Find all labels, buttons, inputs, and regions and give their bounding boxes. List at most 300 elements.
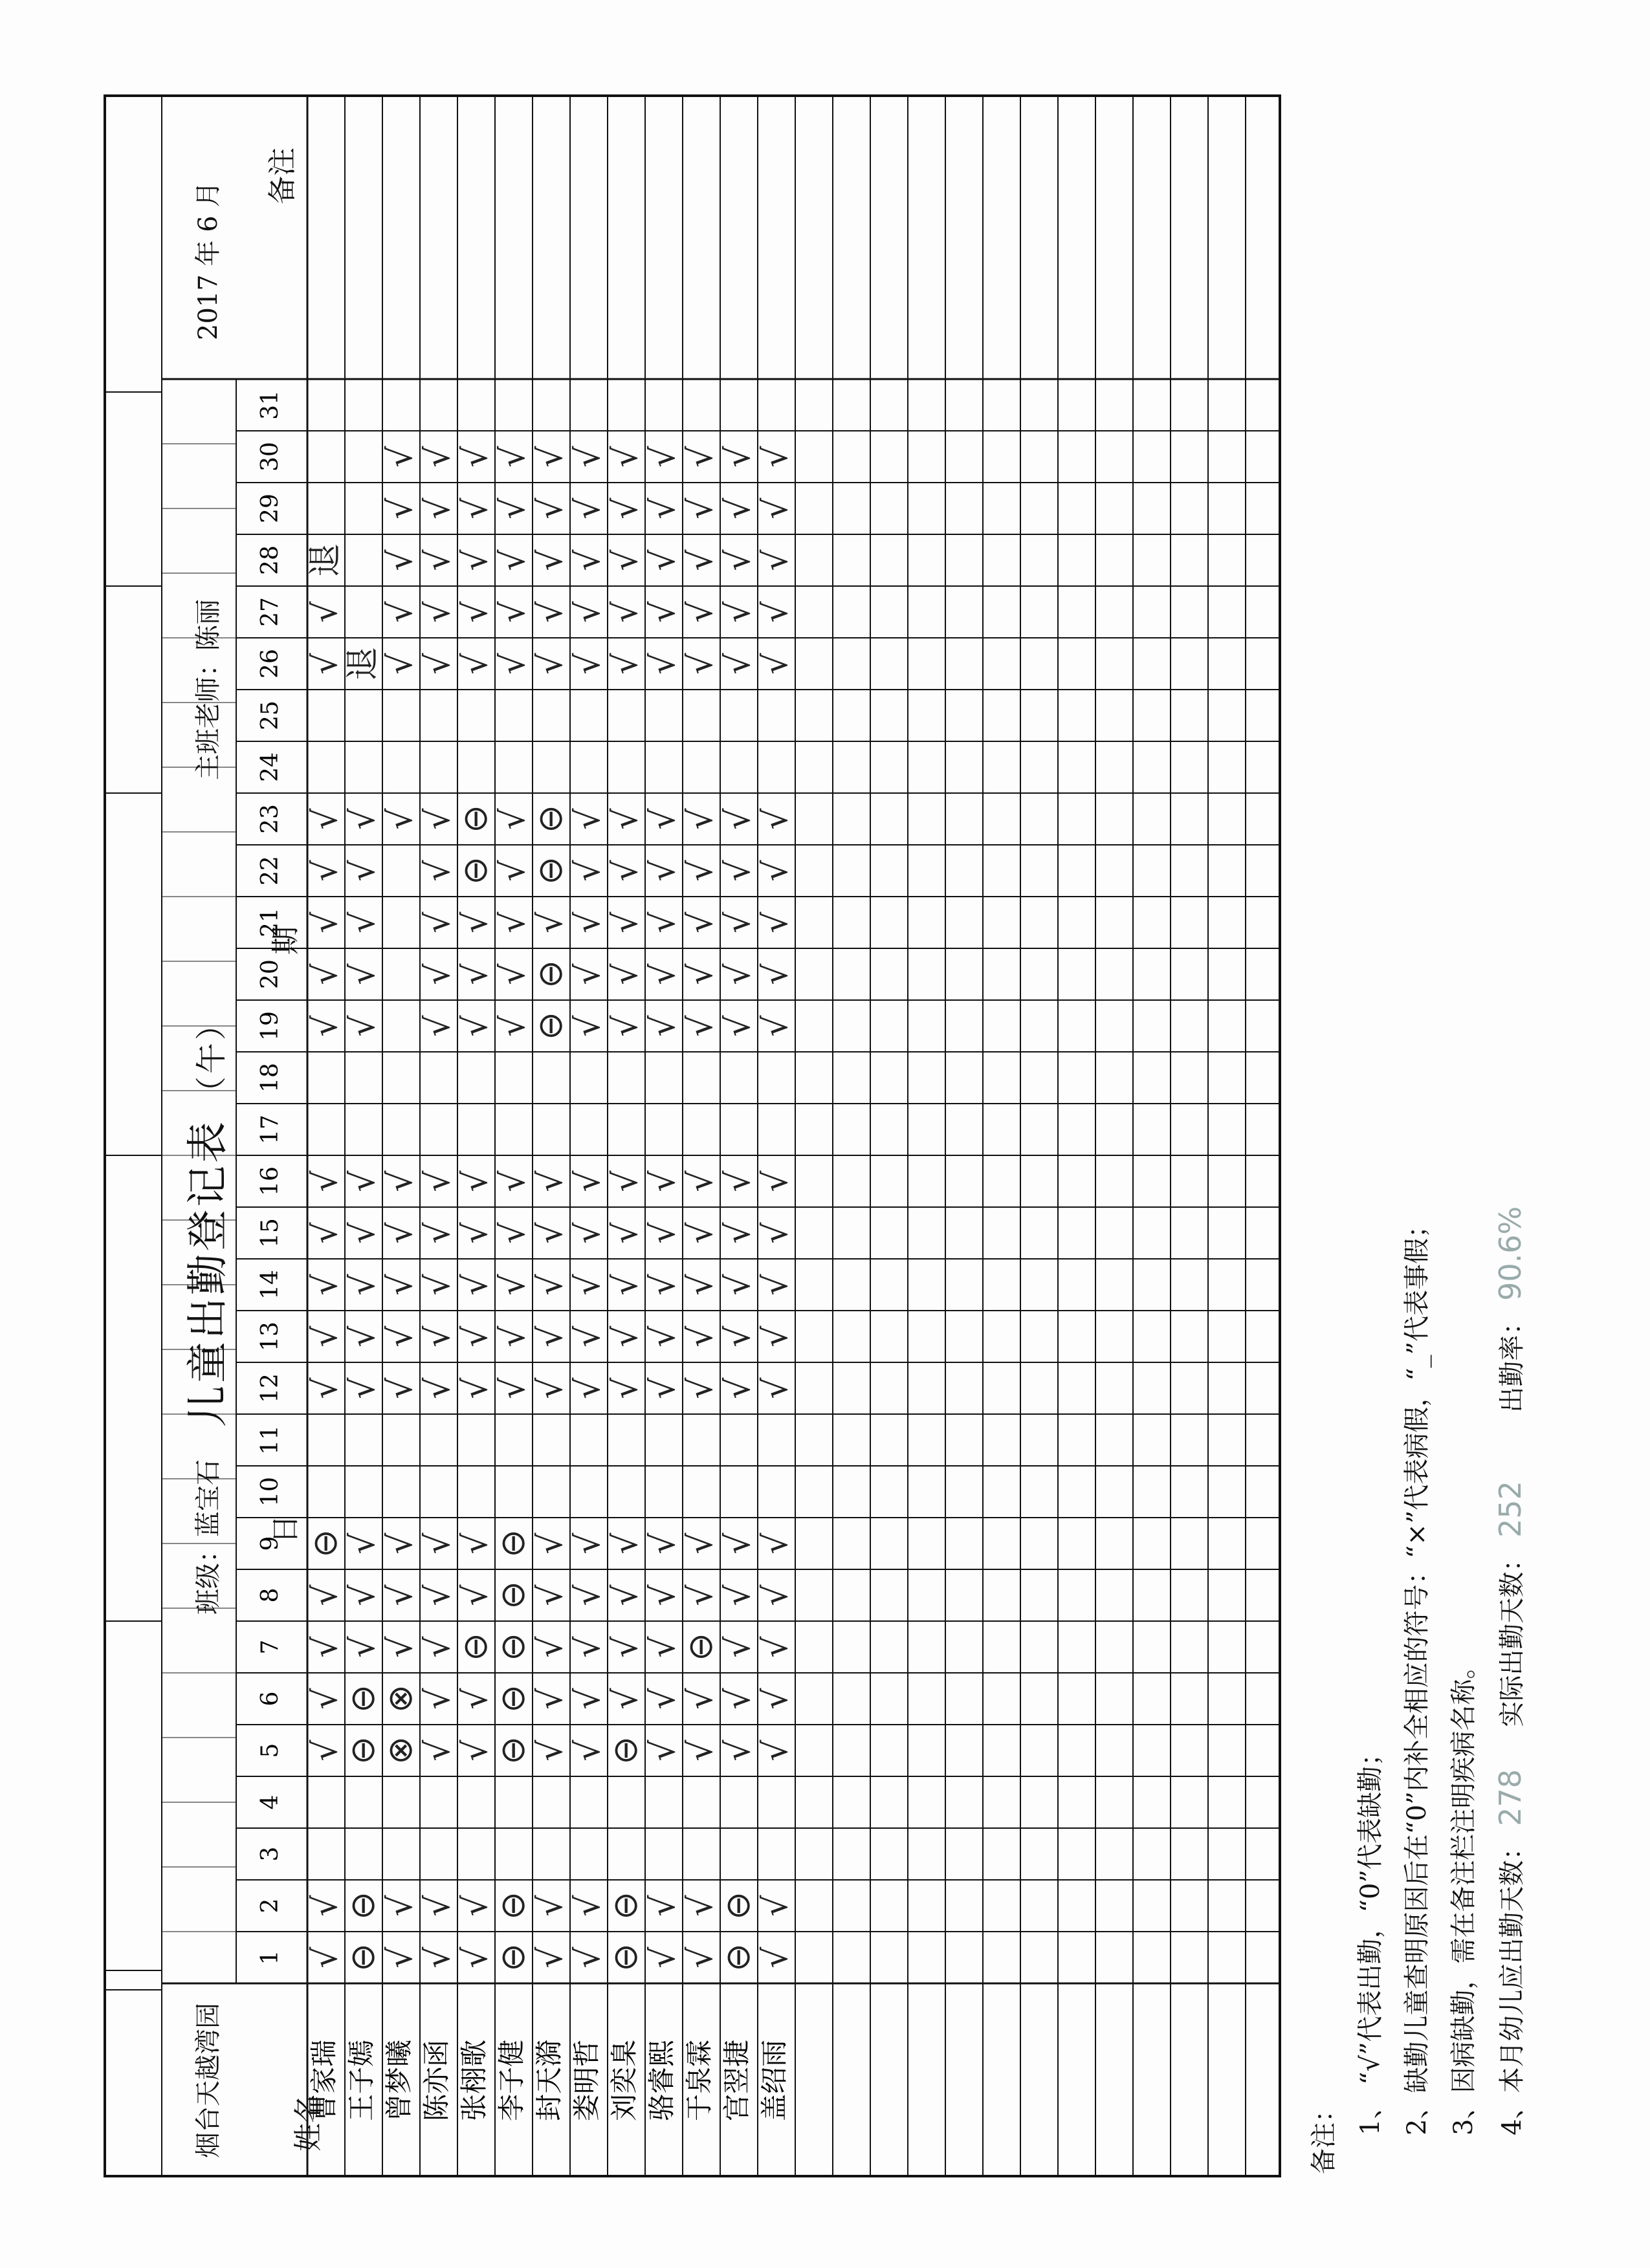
present-mark: √ xyxy=(644,601,683,623)
present-mark: √ xyxy=(756,1739,795,1761)
present-mark: √ xyxy=(719,1015,758,1037)
day-number: 9 xyxy=(257,1536,283,1551)
present-mark: √ xyxy=(569,1015,608,1037)
year-value: 2017 xyxy=(193,274,223,340)
present-mark: √ xyxy=(756,1636,795,1658)
present-mark: √ xyxy=(569,1688,608,1710)
present-mark: √ xyxy=(419,911,457,933)
day-number: 11 xyxy=(257,1425,283,1455)
absent-mark: ⊖ xyxy=(606,1736,645,1765)
absent-mark: ⊖ xyxy=(494,1581,533,1609)
present-mark: √ xyxy=(456,1377,495,1399)
present-mark: √ xyxy=(644,653,683,675)
present-mark: √ xyxy=(494,446,533,468)
present-mark: √ xyxy=(756,911,795,933)
absent-mark: ⊗ xyxy=(381,1685,420,1713)
child-name: 封天漪 xyxy=(533,2039,565,2122)
day-number: 19 xyxy=(257,1011,283,1041)
present-mark: √ xyxy=(644,1688,683,1710)
present-mark: √ xyxy=(419,601,457,623)
day-number: 2 xyxy=(257,1898,283,1914)
present-mark: √ xyxy=(606,1377,645,1399)
present-mark: √ xyxy=(306,601,345,623)
present-mark: √ xyxy=(456,549,495,571)
class-label: 班级：蓝宝石 xyxy=(193,1459,223,1615)
present-mark: √ xyxy=(419,1946,457,1968)
present-mark: √ xyxy=(644,1274,683,1296)
present-mark: √ xyxy=(531,1636,570,1658)
present-mark: √ xyxy=(719,1325,758,1347)
present-mark: √ xyxy=(756,808,795,830)
day-number: 28 xyxy=(257,545,283,575)
absent-mark: ⊖ xyxy=(456,805,495,833)
child-name: 曾梦曦 xyxy=(383,2039,415,2122)
present-mark: √ xyxy=(719,653,758,675)
present-mark: √ xyxy=(419,653,457,675)
present-mark: √ xyxy=(681,1170,720,1192)
present-mark: √ xyxy=(531,601,570,623)
present-mark: √ xyxy=(306,1222,345,1244)
present-mark: √ xyxy=(381,1222,420,1244)
present-mark: √ xyxy=(531,1170,570,1192)
absent-mark: ⊖ xyxy=(494,1736,533,1765)
present-mark: √ xyxy=(569,1895,608,1917)
present-mark: √ xyxy=(419,497,457,519)
present-mark: √ xyxy=(644,497,683,519)
present-mark: √ xyxy=(569,1584,608,1606)
present-mark: √ xyxy=(344,1636,382,1658)
day-number: 6 xyxy=(257,1691,283,1706)
present-mark: √ xyxy=(344,1015,382,1037)
absent-mark: ⊖ xyxy=(606,1892,645,1920)
day-number: 5 xyxy=(257,1743,283,1758)
present-mark: √ xyxy=(719,549,758,571)
present-mark: √ xyxy=(456,497,495,519)
present-mark: √ xyxy=(381,653,420,675)
present-mark: √ xyxy=(606,808,645,830)
present-mark: √ xyxy=(494,549,533,571)
present-mark: √ xyxy=(681,1895,720,1917)
present-mark: √ xyxy=(531,497,570,519)
absent-mark: ⊖ xyxy=(681,1633,720,1661)
present-mark: √ xyxy=(606,1532,645,1554)
present-mark: √ xyxy=(494,601,533,623)
day-number: 26 xyxy=(257,649,283,679)
absent-mark: ⊖ xyxy=(494,1892,533,1920)
present-mark: √ xyxy=(419,1015,457,1037)
absent-mark: ⊖ xyxy=(494,1943,533,1972)
absent-mark: ⊖ xyxy=(531,856,570,885)
present-mark: √ xyxy=(681,1377,720,1399)
present-mark: √ xyxy=(719,963,758,985)
day-number: 30 xyxy=(257,442,283,472)
day-number: 27 xyxy=(257,597,283,627)
day-number: 31 xyxy=(257,390,283,420)
present-mark: √ xyxy=(494,860,533,882)
present-mark: √ xyxy=(756,601,795,623)
present-mark: √ xyxy=(456,911,495,933)
absent-mark: ⊖ xyxy=(719,1943,758,1972)
present-mark: √ xyxy=(494,963,533,985)
month-unit: 月 xyxy=(193,181,223,208)
present-mark: √ xyxy=(494,1015,533,1037)
present-mark: √ xyxy=(306,1170,345,1192)
present-mark: √ xyxy=(569,653,608,675)
present-mark: √ xyxy=(344,1170,382,1192)
present-mark: √ xyxy=(569,601,608,623)
expected-days-label: 4、本月幼儿应出勤天数： xyxy=(1497,1834,1527,2135)
present-mark: √ xyxy=(381,1377,420,1399)
present-mark: √ xyxy=(569,446,608,468)
present-mark: √ xyxy=(381,446,420,468)
absent-mark: ⊖ xyxy=(494,1633,533,1661)
absent-mark: ⊖ xyxy=(344,1892,382,1920)
present-mark: √ xyxy=(756,1946,795,1968)
present-mark: √ xyxy=(419,1325,457,1347)
child-name: 张栩歌 xyxy=(458,2039,490,2122)
day-number: 22 xyxy=(257,856,283,886)
year-month-label xyxy=(188,182,225,340)
present-mark: √ xyxy=(756,860,795,882)
present-mark: √ xyxy=(569,497,608,519)
present-mark: √ xyxy=(456,1584,495,1606)
day-number: 25 xyxy=(257,701,283,730)
present-mark: √ xyxy=(419,1739,457,1761)
present-mark: √ xyxy=(681,1325,720,1347)
child-name: 刘奕臬 xyxy=(608,2039,640,2122)
present-mark: √ xyxy=(306,911,345,933)
present-mark: √ xyxy=(419,808,457,830)
present-mark: √ xyxy=(644,1222,683,1244)
day-number: 20 xyxy=(257,959,283,989)
remarks-header: 备注 xyxy=(266,147,299,204)
attendance-rate-value: 90.6% xyxy=(1493,1206,1528,1301)
present-mark: √ xyxy=(606,1222,645,1244)
present-mark: √ xyxy=(531,1946,570,1968)
present-mark: √ xyxy=(569,1739,608,1761)
day-number: 12 xyxy=(257,1373,283,1403)
present-mark: √ xyxy=(719,1584,758,1606)
day-number: 10 xyxy=(257,1477,283,1507)
present-mark: √ xyxy=(606,1688,645,1710)
year-unit: 年 xyxy=(193,240,223,267)
present-mark: √ xyxy=(756,549,795,571)
present-mark: √ xyxy=(419,1636,457,1658)
day-number: 7 xyxy=(257,1639,283,1655)
present-mark: √ xyxy=(681,860,720,882)
present-mark: √ xyxy=(381,601,420,623)
kindergarten-name: 烟台天越湾园 xyxy=(193,2003,223,2158)
date-header-right: 期 xyxy=(269,926,302,955)
child-name: 王子嫣 xyxy=(346,2039,377,2122)
present-mark: √ xyxy=(494,1222,533,1244)
present-mark: √ xyxy=(344,1584,382,1606)
day-number: 4 xyxy=(257,1794,283,1810)
present-mark: √ xyxy=(381,1532,420,1554)
present-mark: √ xyxy=(306,1584,345,1606)
child-name: 于泉霖 xyxy=(683,2039,715,2122)
present-mark: √ xyxy=(344,860,382,882)
present-mark: √ xyxy=(306,1377,345,1399)
present-mark: √ xyxy=(456,446,495,468)
teacher-label: 主班老师：陈丽 xyxy=(193,599,223,780)
present-mark: √ xyxy=(756,963,795,985)
present-mark: √ xyxy=(606,963,645,985)
day-number: 17 xyxy=(257,1115,283,1144)
present-mark: √ xyxy=(719,497,758,519)
present-mark: √ xyxy=(456,1739,495,1761)
present-mark: √ xyxy=(381,808,420,830)
present-mark: √ xyxy=(456,1688,495,1710)
present-mark: √ xyxy=(756,1015,795,1037)
present-mark: √ xyxy=(344,1377,382,1399)
present-mark: √ xyxy=(606,1170,645,1192)
present-mark: √ xyxy=(569,1636,608,1658)
present-mark: √ xyxy=(306,1946,345,1968)
present-mark: √ xyxy=(531,1377,570,1399)
day-number: 1 xyxy=(257,1950,283,1965)
day-number: 3 xyxy=(257,1846,283,1862)
present-mark: √ xyxy=(606,860,645,882)
present-mark: √ xyxy=(756,1274,795,1296)
present-mark: √ xyxy=(681,963,720,985)
present-mark: √ xyxy=(306,1015,345,1037)
present-mark: √ xyxy=(306,1895,345,1917)
present-mark: √ xyxy=(681,1739,720,1761)
present-mark: √ xyxy=(381,1170,420,1192)
present-mark: √ xyxy=(606,1274,645,1296)
present-mark: √ xyxy=(381,1584,420,1606)
present-mark: √ xyxy=(494,1274,533,1296)
present-mark: √ xyxy=(456,1946,495,1968)
date-header-left: 日 xyxy=(269,1515,302,1543)
present-mark: √ xyxy=(756,1325,795,1347)
present-mark: √ xyxy=(756,446,795,468)
present-mark: √ xyxy=(644,1325,683,1347)
day-number: 24 xyxy=(257,752,283,782)
present-mark: √ xyxy=(419,1584,457,1606)
present-mark: √ xyxy=(569,1946,608,1968)
present-mark: √ xyxy=(681,601,720,623)
absent-mark: ⊖ xyxy=(306,1529,345,1558)
present-mark: √ xyxy=(456,1222,495,1244)
present-mark: √ xyxy=(569,963,608,985)
present-mark: √ xyxy=(644,963,683,985)
present-mark: √ xyxy=(531,911,570,933)
notes-section xyxy=(1301,1206,1535,2174)
present-mark: √ xyxy=(569,549,608,571)
present-mark: √ xyxy=(494,808,533,830)
present-mark: √ xyxy=(719,911,758,933)
present-mark: √ xyxy=(719,1636,758,1658)
present-mark: √ xyxy=(344,1325,382,1347)
present-mark: √ xyxy=(494,1325,533,1347)
absent-mark: ⊖ xyxy=(344,1736,382,1765)
present-mark: √ xyxy=(344,1222,382,1244)
actual-days-value: 252 xyxy=(1493,1481,1528,1538)
present-mark: √ xyxy=(419,963,457,985)
present-mark: √ xyxy=(644,911,683,933)
day-number: 15 xyxy=(257,1218,283,1248)
present-mark: √ xyxy=(606,1015,645,1037)
present-mark: √ xyxy=(644,1584,683,1606)
present-mark: √ xyxy=(644,1532,683,1554)
present-mark: √ xyxy=(456,1274,495,1296)
day-number: 13 xyxy=(257,1322,283,1351)
child-name: 娄明哲 xyxy=(571,2039,602,2122)
present-mark: √ xyxy=(756,1532,795,1554)
absent-mark: ⊖ xyxy=(456,1633,495,1661)
present-mark: √ xyxy=(644,549,683,571)
absent-mark: ⊖ xyxy=(606,1943,645,1972)
present-mark: √ xyxy=(381,1325,420,1347)
present-mark: √ xyxy=(494,1377,533,1399)
day-number: 14 xyxy=(257,1270,283,1300)
present-mark: √ xyxy=(756,653,795,675)
present-mark: √ xyxy=(644,1377,683,1399)
present-mark: √ xyxy=(306,1636,345,1658)
present-mark: √ xyxy=(531,549,570,571)
present-mark: √ xyxy=(606,601,645,623)
present-mark: √ xyxy=(681,1532,720,1554)
present-mark: √ xyxy=(756,497,795,519)
note-4 xyxy=(1487,1206,1535,2174)
present-mark: √ xyxy=(606,497,645,519)
absent-mark: ⊖ xyxy=(344,1685,382,1713)
actual-days-label: 实际出勤天数： xyxy=(1497,1545,1527,1727)
present-mark: √ xyxy=(606,911,645,933)
present-mark: √ xyxy=(569,1325,608,1347)
present-mark: √ xyxy=(681,549,720,571)
present-mark: √ xyxy=(681,446,720,468)
present-mark: √ xyxy=(681,497,720,519)
present-mark: √ xyxy=(719,446,758,468)
present-mark: √ xyxy=(756,1895,795,1917)
present-mark: √ xyxy=(644,1739,683,1761)
present-mark: √ xyxy=(381,1636,420,1658)
present-mark: √ xyxy=(719,1377,758,1399)
child-name: 李子健 xyxy=(496,2039,527,2122)
present-mark: √ xyxy=(606,1325,645,1347)
present-mark: √ xyxy=(344,911,382,933)
absent-mark: ⊖ xyxy=(719,1892,758,1920)
present-mark: √ xyxy=(606,549,645,571)
present-mark: √ xyxy=(381,497,420,519)
present-mark: √ xyxy=(344,808,382,830)
day-number: 8 xyxy=(257,1587,283,1603)
note-1: 1、 “√”代表出勤，“0”代表缺勤； xyxy=(1356,1740,1385,2135)
present-mark: √ xyxy=(419,1532,457,1554)
present-mark: √ xyxy=(644,860,683,882)
child-name: 曹家瑞 xyxy=(308,2039,340,2122)
child-name: 骆睿熙 xyxy=(646,2039,677,2122)
present-mark: √ xyxy=(681,1015,720,1037)
absent-mark: ⊖ xyxy=(531,960,570,988)
present-mark: √ xyxy=(306,860,345,882)
present-mark: √ xyxy=(306,653,345,675)
present-mark: √ xyxy=(719,1170,758,1192)
attendance-rate-label: 出勤率： xyxy=(1497,1309,1527,1413)
present-mark: √ xyxy=(719,1739,758,1761)
child-name: 盖绍雨 xyxy=(758,2039,790,2122)
present-mark: √ xyxy=(569,1170,608,1192)
present-mark: √ xyxy=(569,808,608,830)
name-header: 姓名 xyxy=(292,2095,325,2152)
present-mark: √ xyxy=(681,1584,720,1606)
note-3: 3、因病缺勤，需在备注栏注明疾病名称。 xyxy=(1449,1653,1479,2135)
present-mark: √ xyxy=(644,1170,683,1192)
present-mark: √ xyxy=(531,1222,570,1244)
present-mark: √ xyxy=(644,1636,683,1658)
present-mark: √ xyxy=(419,860,457,882)
day-number: 21 xyxy=(257,908,283,937)
absent-mark: ⊖ xyxy=(531,805,570,833)
present-mark: √ xyxy=(569,1274,608,1296)
present-mark: √ xyxy=(344,1532,382,1554)
day-number: 18 xyxy=(257,1063,283,1093)
present-mark: √ xyxy=(681,911,720,933)
present-mark: √ xyxy=(531,1688,570,1710)
child-name: 宫翌捷 xyxy=(721,2039,753,2122)
present-mark: √ xyxy=(756,1688,795,1710)
present-mark: √ xyxy=(569,911,608,933)
present-mark: √ xyxy=(456,1170,495,1192)
present-mark: √ xyxy=(456,653,495,675)
title-text: 儿童出勤登记表 xyxy=(184,1119,232,1427)
present-mark: √ xyxy=(606,1584,645,1606)
present-mark: √ xyxy=(419,1274,457,1296)
present-mark: √ xyxy=(494,1170,533,1192)
present-mark: √ xyxy=(569,1222,608,1244)
present-mark: √ xyxy=(419,549,457,571)
absent-mark: ⊖ xyxy=(494,1529,533,1558)
present-mark: √ xyxy=(756,1584,795,1606)
absent-mark: ⊖ xyxy=(456,856,495,885)
present-mark: √ xyxy=(456,963,495,985)
present-mark: √ xyxy=(644,1015,683,1037)
present-mark: √ xyxy=(756,1377,795,1399)
day-number: 29 xyxy=(257,494,283,523)
present-mark: √ xyxy=(719,1222,758,1244)
present-mark: √ xyxy=(719,808,758,830)
title-suffix: （午） xyxy=(193,1006,230,1107)
present-mark: √ xyxy=(606,1636,645,1658)
notes-heading: 备注： xyxy=(1309,2097,1339,2174)
present-mark: √ xyxy=(306,1739,345,1761)
present-mark: √ xyxy=(419,1895,457,1917)
present-mark: √ xyxy=(419,1688,457,1710)
leave-mark: 退 xyxy=(344,646,382,681)
present-mark: √ xyxy=(494,911,533,933)
leave-mark: 退 xyxy=(306,543,345,578)
absent-mark: ⊖ xyxy=(531,1012,570,1040)
present-mark: √ xyxy=(644,446,683,468)
present-mark: √ xyxy=(381,549,420,571)
present-mark: √ xyxy=(606,446,645,468)
present-mark: √ xyxy=(456,601,495,623)
present-mark: √ xyxy=(531,1274,570,1296)
present-mark: √ xyxy=(681,1274,720,1296)
present-mark: √ xyxy=(306,1688,345,1710)
day-number: 23 xyxy=(257,804,283,834)
present-mark: √ xyxy=(644,1946,683,1968)
present-mark: √ xyxy=(756,1222,795,1244)
absent-mark: ⊖ xyxy=(344,1943,382,1972)
present-mark: √ xyxy=(419,446,457,468)
month-value: 6 xyxy=(193,215,223,232)
present-mark: √ xyxy=(756,1170,795,1192)
present-mark: √ xyxy=(456,1015,495,1037)
